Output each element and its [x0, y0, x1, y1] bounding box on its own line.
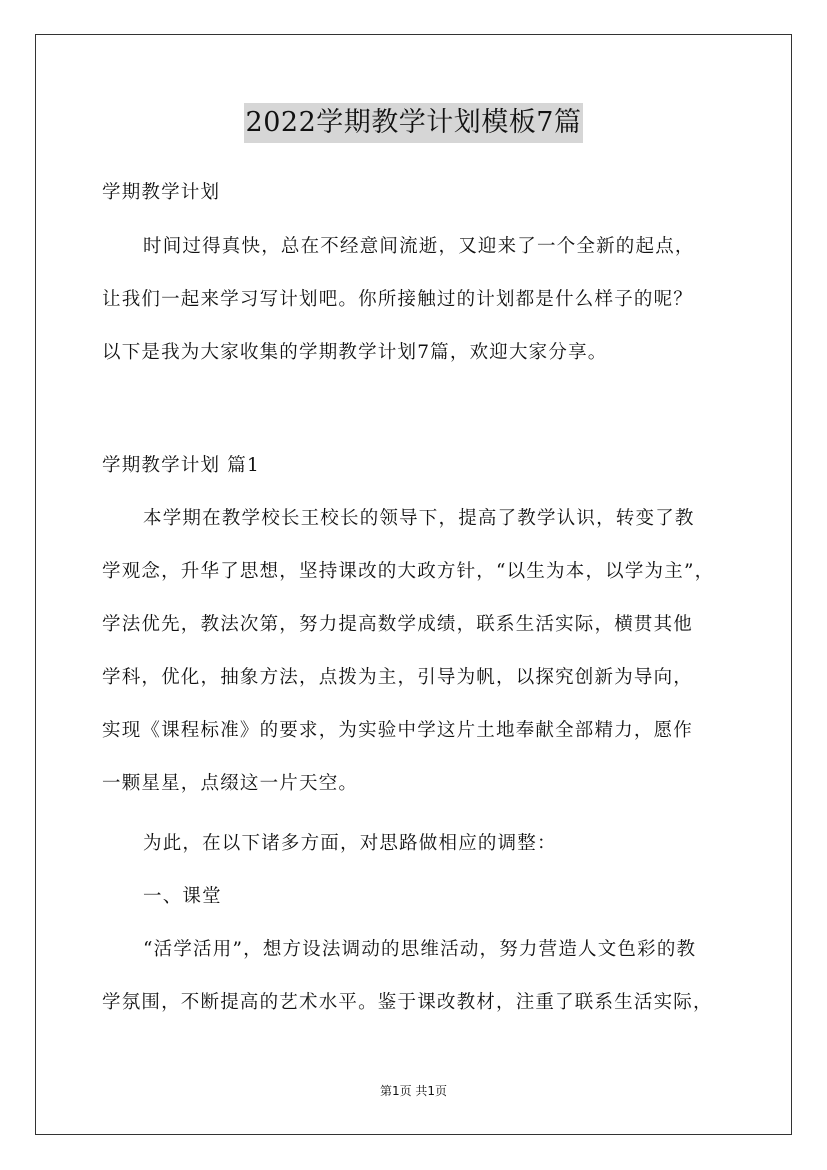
section-heading: 学期教学计划 篇1 — [102, 455, 260, 476]
document-title: 2022学期教学计划模板7篇 — [244, 103, 584, 143]
paragraph-line: 为此，在以下诸多方面，对思路做相应的调整： — [143, 833, 557, 854]
intro-line: 让我们一起来学习写计划吧。你所接触过的计划都是什么样子的呢？ — [102, 289, 694, 310]
paragraph-line: 学法优先，教法次第，努力提高数学成绩，联系生活实际，横贯其他 — [102, 614, 694, 635]
paragraph-line: 一颗星星，点缀这一片天空。 — [102, 773, 359, 794]
paragraph-line: 学科，优化，抽象方法，点拨为主，引导为帆，以探究创新为导向， — [102, 667, 694, 688]
intro-line: 以下是我为大家收集的学期教学计划7篇，欢迎大家分享。 — [102, 342, 608, 363]
paragraph-line: “活学活用”，想方设法调动的思维活动，努力营造人文色彩的教 — [143, 939, 697, 960]
paragraph-line: 学氛围，不断提高的艺术水平。鉴于课改教材，注重了联系生活实际， — [102, 992, 713, 1013]
subheading: 一、课堂 — [143, 886, 222, 907]
paragraph-line: 学观念，升华了思想，坚持课改的大政方针，“以生为本，以学为主”， — [102, 561, 715, 582]
paragraph-line: 实现《课程标准》的要求，为实验中学这片土地奉献全部精力，愿作 — [102, 720, 694, 741]
intro-line: 时间过得真快，总在不经意间流逝，又迎来了一个全新的起点， — [143, 236, 695, 257]
page-number-footer: 第1页 共1页 — [379, 1084, 448, 1098]
title-container — [0, 103, 827, 143]
paragraph-line: 本学期在教学校长王校长的领导下，提高了教学认识，转变了教 — [143, 508, 695, 529]
intro-heading: 学期教学计划 — [102, 182, 221, 203]
